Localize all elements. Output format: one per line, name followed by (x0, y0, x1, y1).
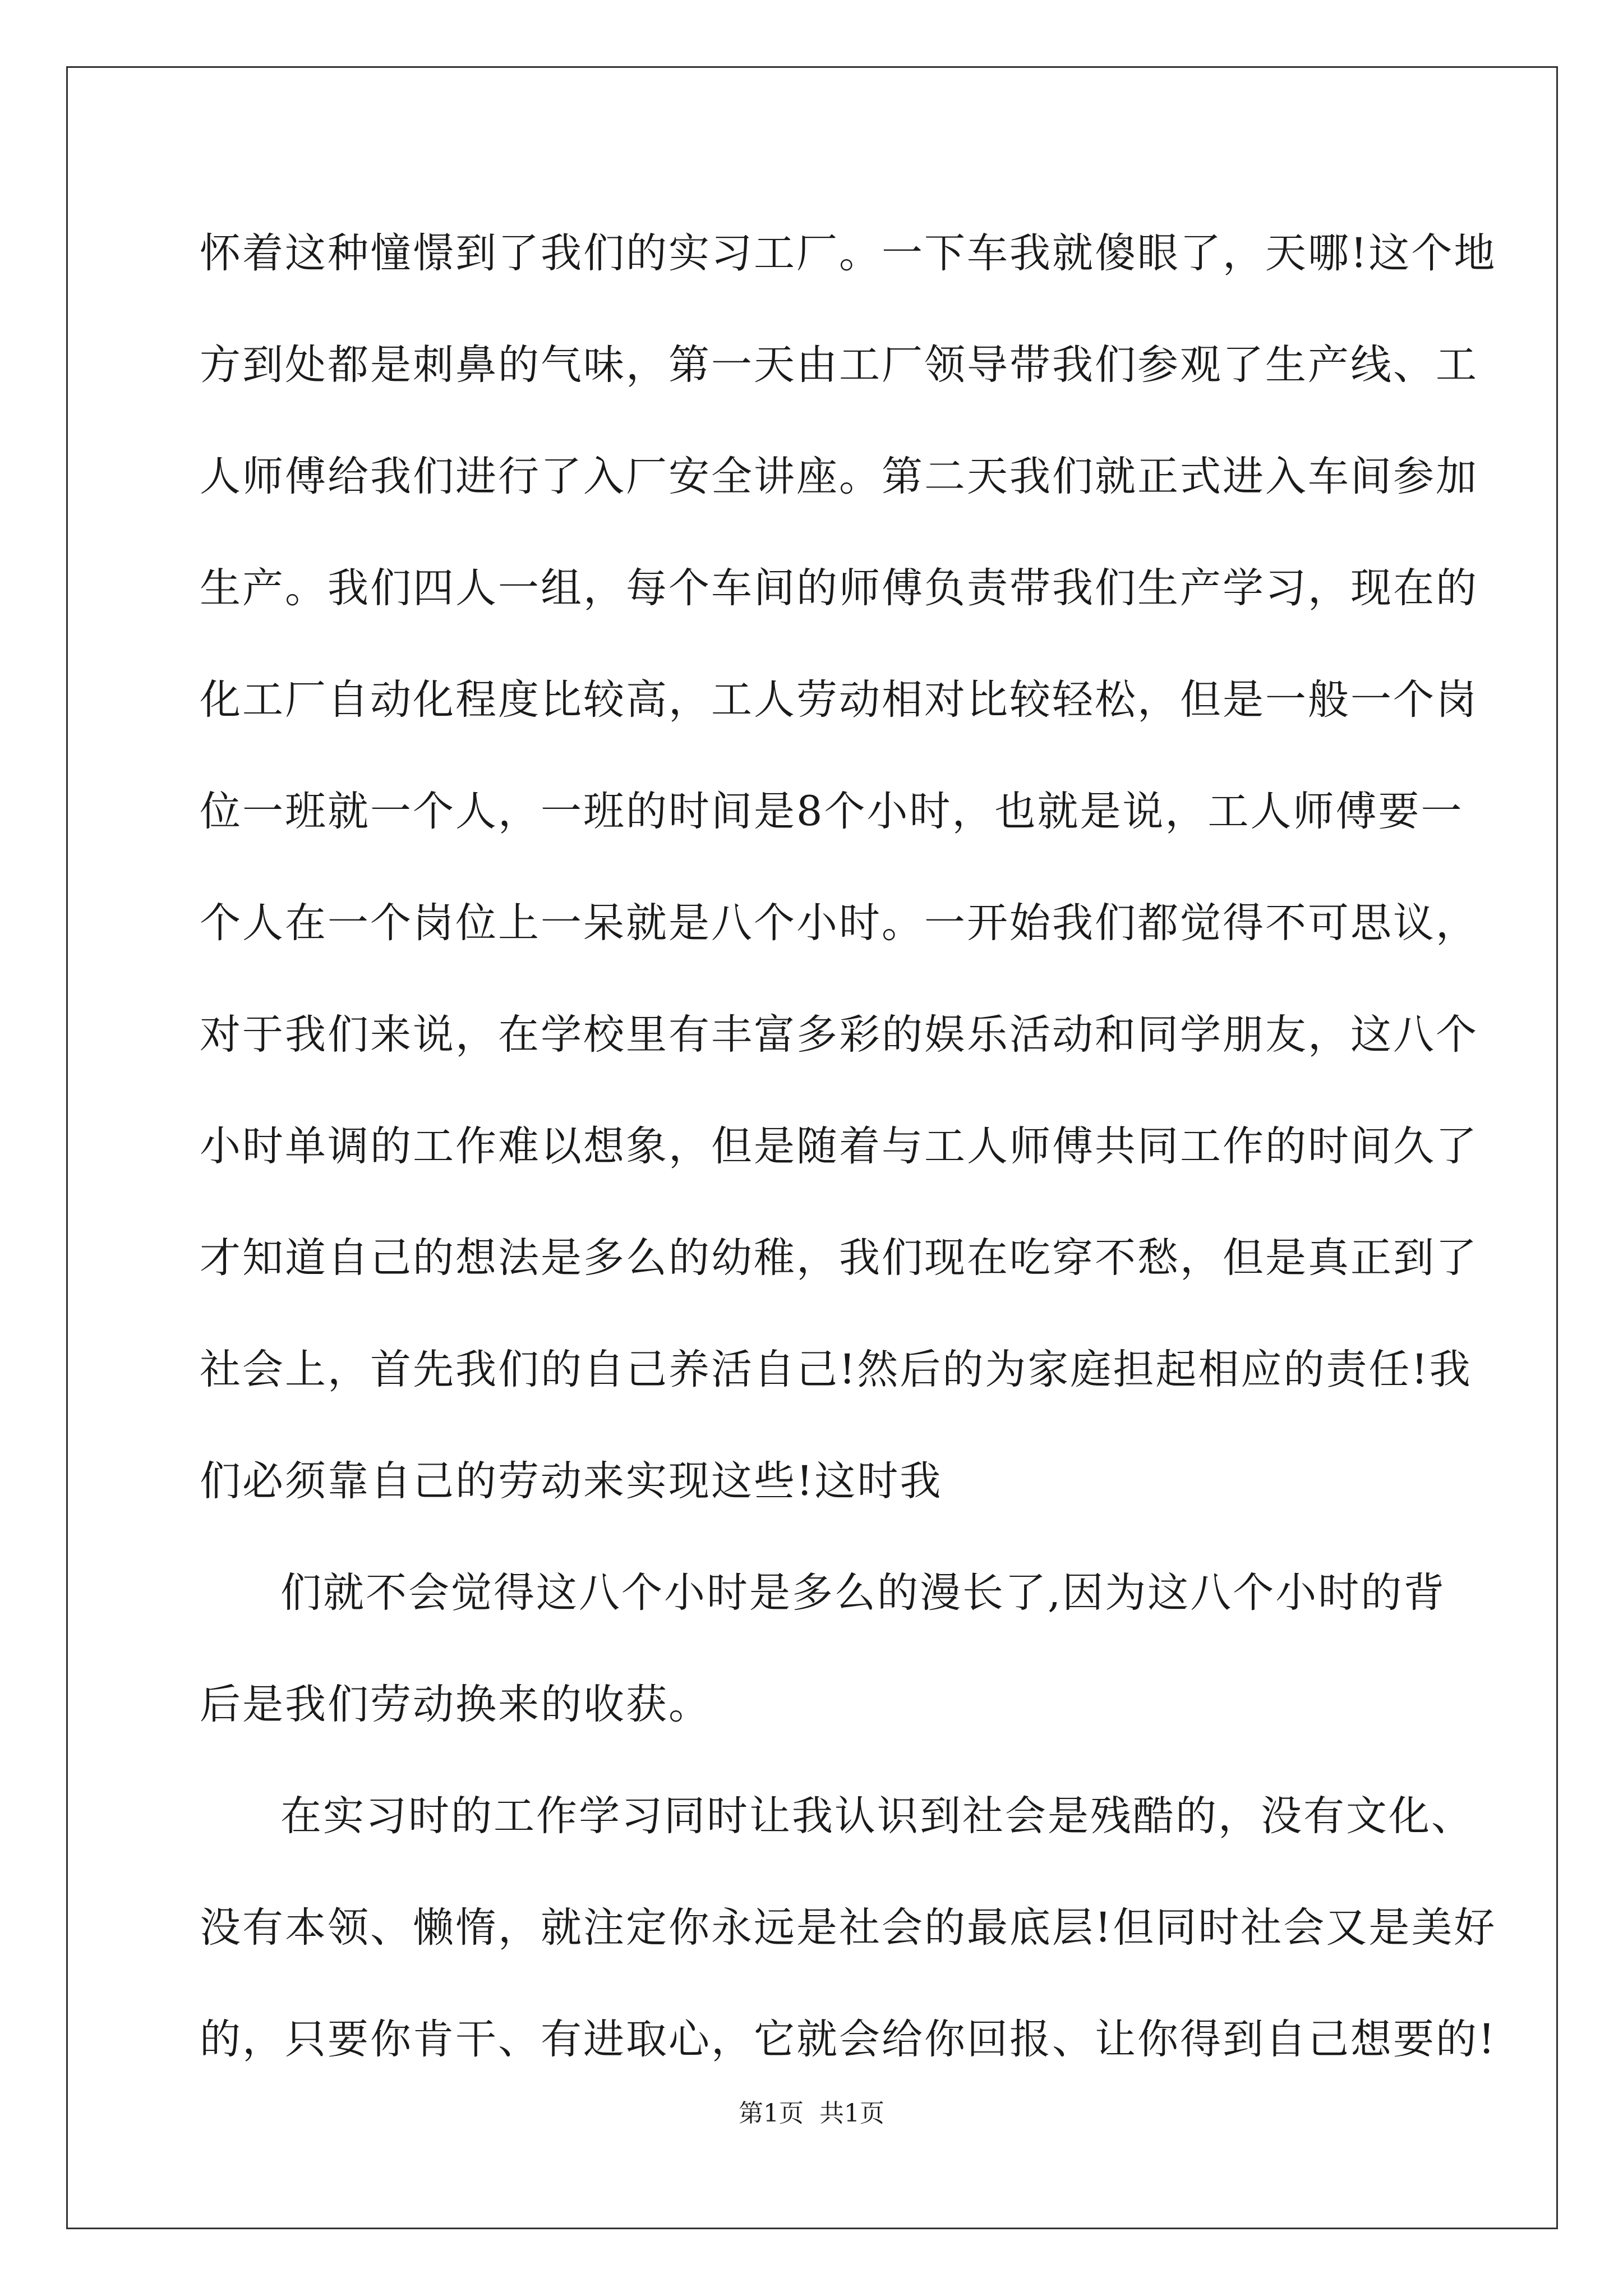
body-text-line: 方到处都是刺鼻的气味，第一天由工厂领导带我们参观了生产线、工 (200, 341, 1478, 389)
page-number-footer: 第1页 共1页 (739, 2099, 884, 2128)
body-text-line: 怀着这种憧憬到了我们的实习工厂。一下车我就傻眼了，天哪!这个地 (200, 229, 1497, 277)
body-text-line: 化工厂自动化程度比较高，工人劳动相对比较轻松，但是一般一个岗 (200, 676, 1478, 724)
body-text-line: 小时单调的工作难以想象，但是随着与工人师傅共同工作的时间久了 (200, 1122, 1478, 1170)
body-text-line: 后是我们劳动换来的收获。 (200, 1681, 711, 1728)
body-text-line: 个人在一个岗位上一呆就是八个小时。一开始我们都觉得不可思议， (200, 899, 1478, 947)
body-text-line: 在实习时的工作学习同时让我认识到社会是残酷的，没有文化、 (280, 1792, 1474, 1840)
body-text-line: 对于我们来说，在学校里有丰富多彩的娱乐活动和同学朋友，这八个 (200, 1011, 1478, 1059)
body-text-line: 们就不会觉得这八个小时是多么的漫长了,因为这八个小时的背 (280, 1569, 1446, 1617)
body-text-line: 的，只要你肯干、有进取心，它就会给你回报、让你得到自己想要的! (200, 2016, 1497, 2063)
body-text-line: 人师傅给我们进行了入厂安全讲座。第二天我们就正式进入车间参加 (200, 453, 1478, 500)
body-text-line: 生产。我们四人一组，每个车间的师傅负责带我们生产学习，现在的 (200, 564, 1478, 612)
body-text-line: 没有本领、懒惰，就注定你永远是社会的最底层!但同时社会又是美好 (200, 1904, 1497, 1952)
body-text-line: 位一班就一个人，一班的时间是8个小时，也就是说，工人师傅要一 (200, 788, 1464, 835)
body-text-line: 才知道自己的想法是多么的幼稚，我们现在吃穿不愁，但是真正到了 (200, 1234, 1478, 1282)
body-text-line: 社会上，首先我们的自己养活自己!然后的为家庭担起相应的责任!我 (200, 1346, 1472, 1393)
body-text-line: 们必须靠自己的劳动来实现这些!这时我 (200, 1457, 943, 1505)
